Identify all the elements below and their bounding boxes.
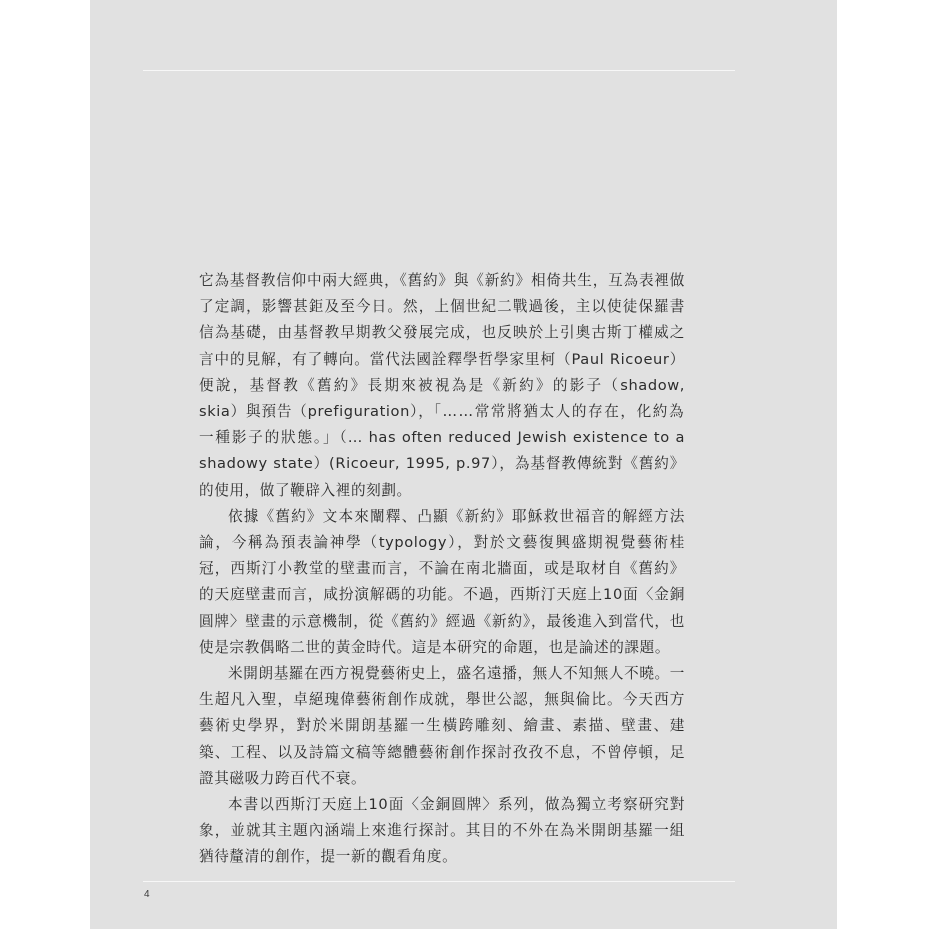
body-text	[199, 268, 685, 871]
footer-rule	[143, 881, 735, 882]
paragraph-1-text: 它為基督教信仰中兩大經典，《舊約》與《新約》相倚共生，互為表裡做了定調，影響甚鉅及至今日。然，上個世紀二戰過後，主以使徒保羅書信為基礎，由基督教早期教父發展完成，也反映於上引奧古斯丁權威之言中的見解，有了轉向。當代法國詮釋學哲學家里柯（Paul Ricoeur）便說，基督教《舊約》長期來被視為是《新約》的影子（shadow, skia）與預告（prefiguration），	[199, 272, 685, 421]
page-number: 4	[144, 889, 150, 900]
paragraph-2: 依據《舊約》文本來闡釋、凸顯《新約》耶穌救世福音的解經方法論，今稱為預表論神學（typology），對於文藝復興盛期視覺藝術桂冠，西斯汀小教堂的壁畫而言，不論在南北牆面，或是取材自《舊約》的天庭壁畫而言，咸扮演解碼的功能。不過，西斯汀天庭上10面〈金銅圓牌〉壁畫的示意機制，從《舊約》經過《新約》，最後進入到當代，也使是宗教偶略二世的黃金時代。這是本研究的命題，也是論述的課題。	[199, 507, 685, 656]
ricoeur-quote: 「……常常將猶太人的存在，化約為一種影子的狀態。」	[199, 403, 685, 447]
book-page	[90, 0, 837, 929]
paragraph-3: 米開朗基羅在西方視覺藝術史上，盛名遠播，無人不知無人不曉。一生超凡入聖，卓絕瑰偉藝術創作成就，舉世公認，無與倫比。今天西方藝術史學界，對於米開朗基羅一生橫跨雕刻、繪畫、素描、壁畫、建築、工程、以及詩篇文稿等總體藝術創作探討孜孜不息，不曾停頓，足證其磁吸力跨百代不衰。	[199, 665, 685, 787]
paragraph-1-text-continued: （… has often reduced Jewish existence to a shadowy state）(Ricoeur, 1995, p.97），為基督教傳統對《舊約》的使用，做了鞭辟入裡的刻劃。	[199, 429, 685, 499]
header-rule	[143, 70, 735, 71]
paragraph-1	[199, 268, 685, 504]
paragraph-4: 本書以西斯汀天庭上10面〈金銅圓牌〉系列，做為獨立考察研究對象，並就其主題內涵端上來進行探討。其目的不外在為米開朗基羅一組猶待釐清的創作，提一新的觀看角度。	[199, 796, 685, 866]
